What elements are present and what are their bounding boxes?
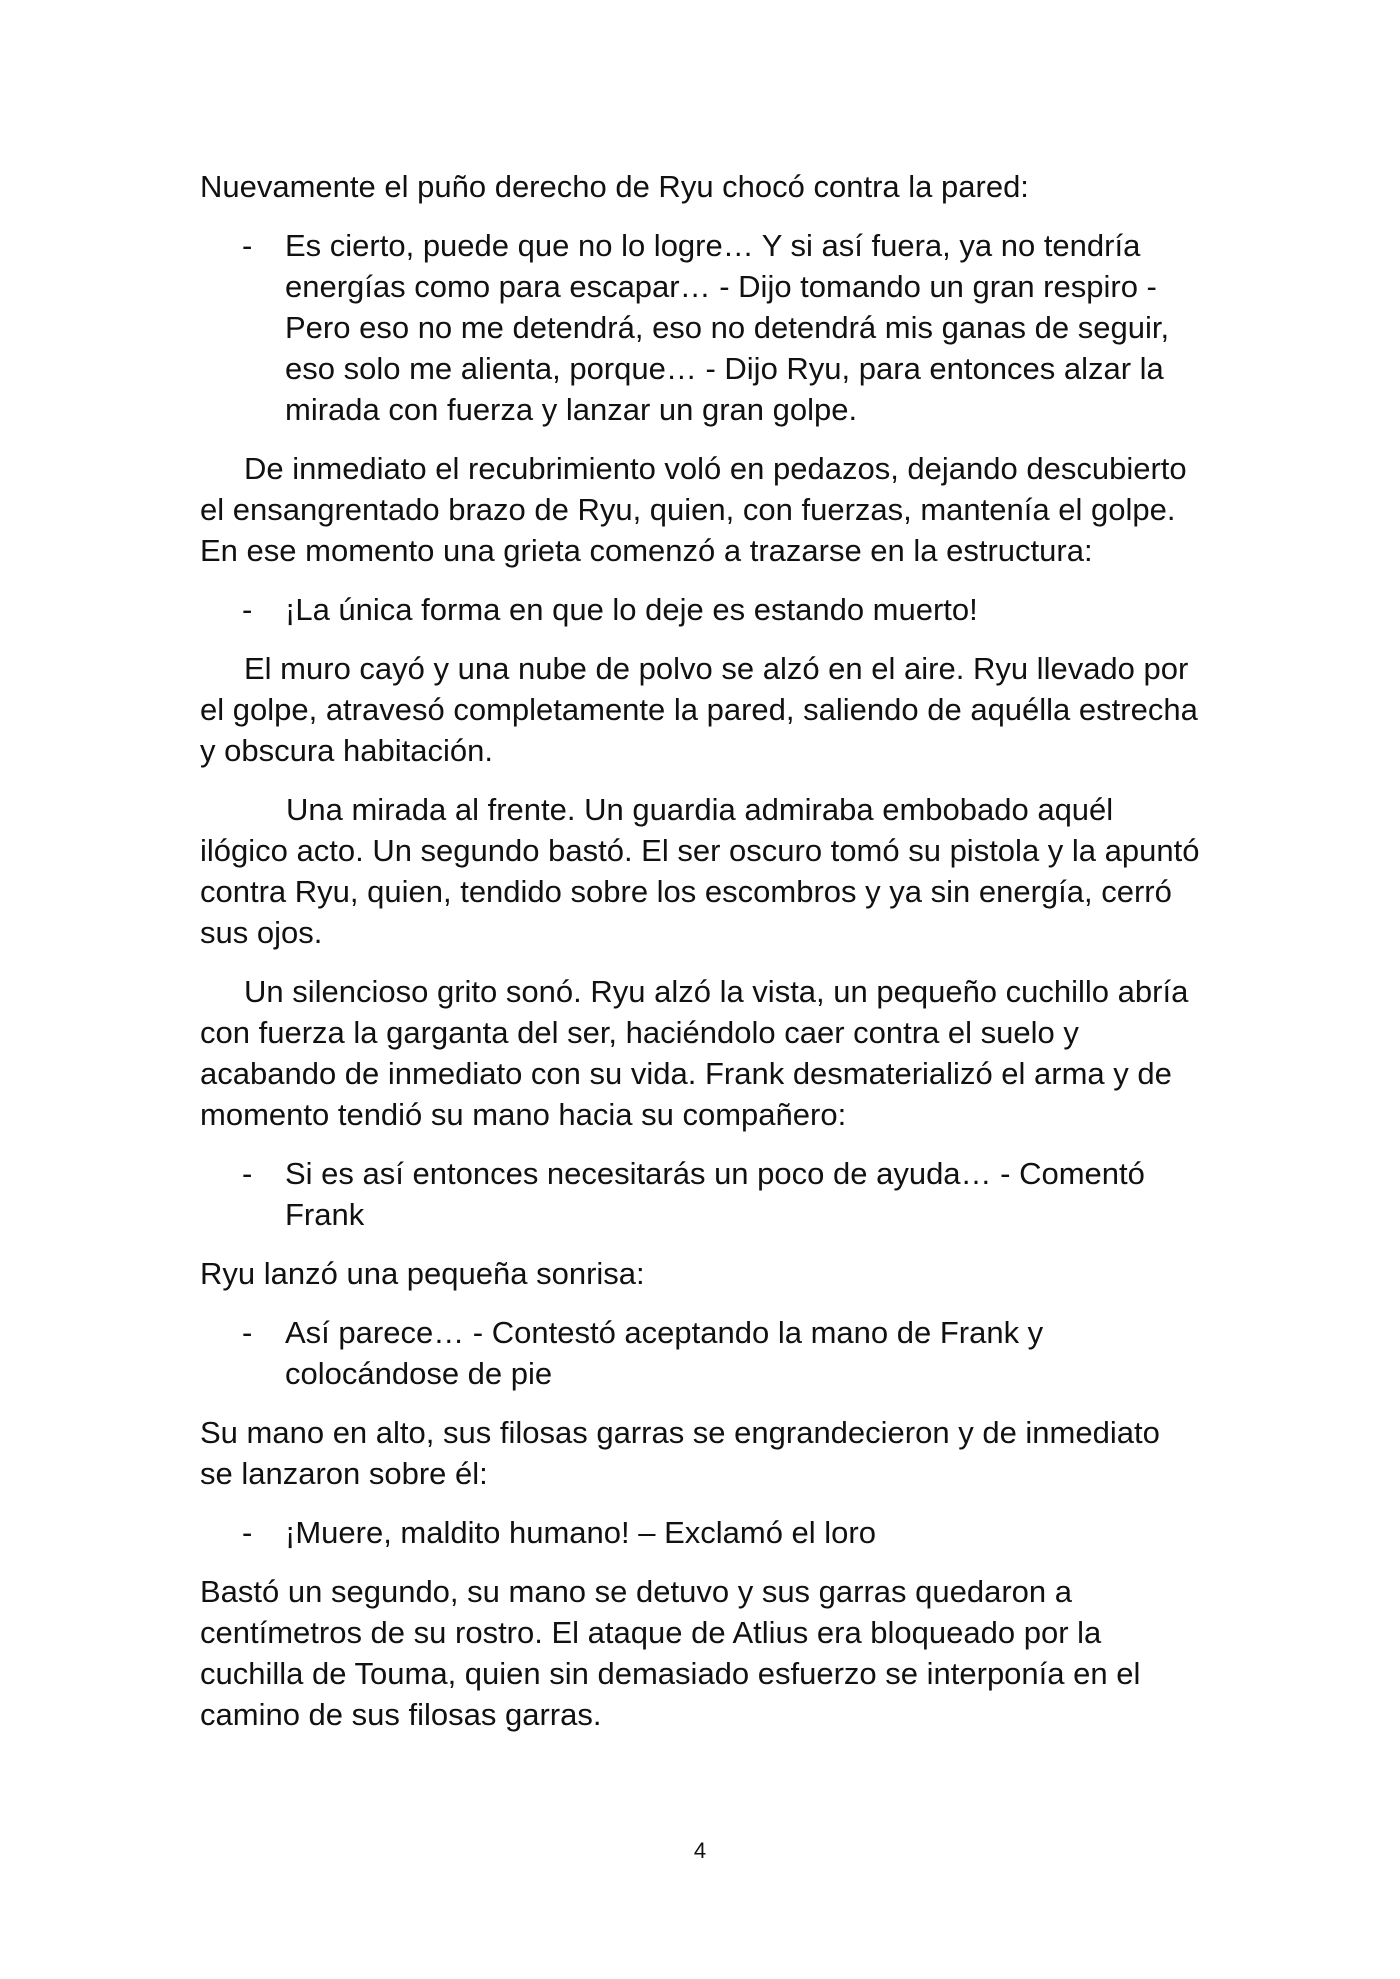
dialogue-dash: -: [242, 1515, 253, 1550]
paragraph: De inmediato el recubrimiento voló en pedazos, dejando descubierto el ensangrentado brazo de Ryu, quien, con fuerzas, mantenía el golpe. En ese momento una grieta comenzó a trazarse en la estructura:: [200, 451, 1187, 568]
dialogue-text: Si es así entonces necesitarás un poco de ayuda… - Comentó Frank: [285, 1156, 1145, 1232]
dialogue-text: ¡Muere, maldito humano! – Exclamó el loro: [285, 1515, 876, 1550]
dialogue-line: [200, 1312, 1200, 1394]
dialogue-line: [200, 225, 1200, 430]
paragraph: Una mirada al frente. Un guardia admiraba embobado aquél ilógico acto. Un segundo bastó. El ser oscuro tomó su pistola y la apuntó contra Ryu, quien, tendido sobre los escombros y ya sin energía, cerró sus ojos.: [200, 792, 1200, 950]
paragraph: Bastó un segundo, su mano se detuvo y sus garras quedaron a centímetros de su rostro. El ataque de Atlius era bloqueado por la cuchilla de Touma, quien sin demasiado esfuerzo se interponía en el camino de sus filosas garras.: [200, 1574, 1141, 1732]
paragraph: Su mano en alto, sus filosas garras se engrandecieron y de inmediato se lanzaron sobre él:: [200, 1415, 1160, 1491]
dialogue-line: [200, 589, 1200, 630]
paragraph: Ryu lanzó una pequeña sonrisa:: [200, 1256, 645, 1291]
dialogue-text: ¡La única forma en que lo deje es estando muerto!: [285, 592, 978, 627]
paragraph: El muro cayó y una nube de polvo se alzó en el aire. Ryu llevado por el golpe, atravesó completamente la pared, saliendo de aquélla estrecha y obscura habitación.: [200, 651, 1198, 768]
paragraph: Nuevamente el puño derecho de Ryu chocó contra la pared:: [200, 169, 1029, 204]
dialogue-line: [200, 1512, 1200, 1553]
dialogue-text: Es cierto, puede que no lo logre… Y si así fuera, ya no tendría energías como para escapar… - Dijo tomando un gran respiro - Pero eso no me detendrá, eso no detendrá mis ganas de seguir, eso solo me alienta, porque… - Dijo Ryu, para entonces alzar la mirada con fuerza y lanzar un gran golpe.: [285, 228, 1170, 427]
dialogue-dash: -: [242, 592, 253, 627]
dialogue-line: [200, 1153, 1200, 1235]
dialogue-text: Así parece… - Contestó aceptando la mano de Frank y colocándose de pie: [285, 1315, 1044, 1391]
dialogue-dash: -: [242, 228, 253, 263]
dialogue-dash: -: [242, 1315, 253, 1350]
dialogue-dash: -: [242, 1156, 253, 1191]
page-number: 4: [693, 1838, 707, 1863]
paragraph: Un silencioso grito sonó. Ryu alzó la vista, un pequeño cuchillo abría con fuerza la garganta del ser, haciéndolo caer contra el suelo y acabando de inmediato con su vida. Frank desmaterializó el arma y de momento tendió su mano hacia su compañero:: [200, 974, 1189, 1132]
page-body: [200, 166, 1200, 1753]
